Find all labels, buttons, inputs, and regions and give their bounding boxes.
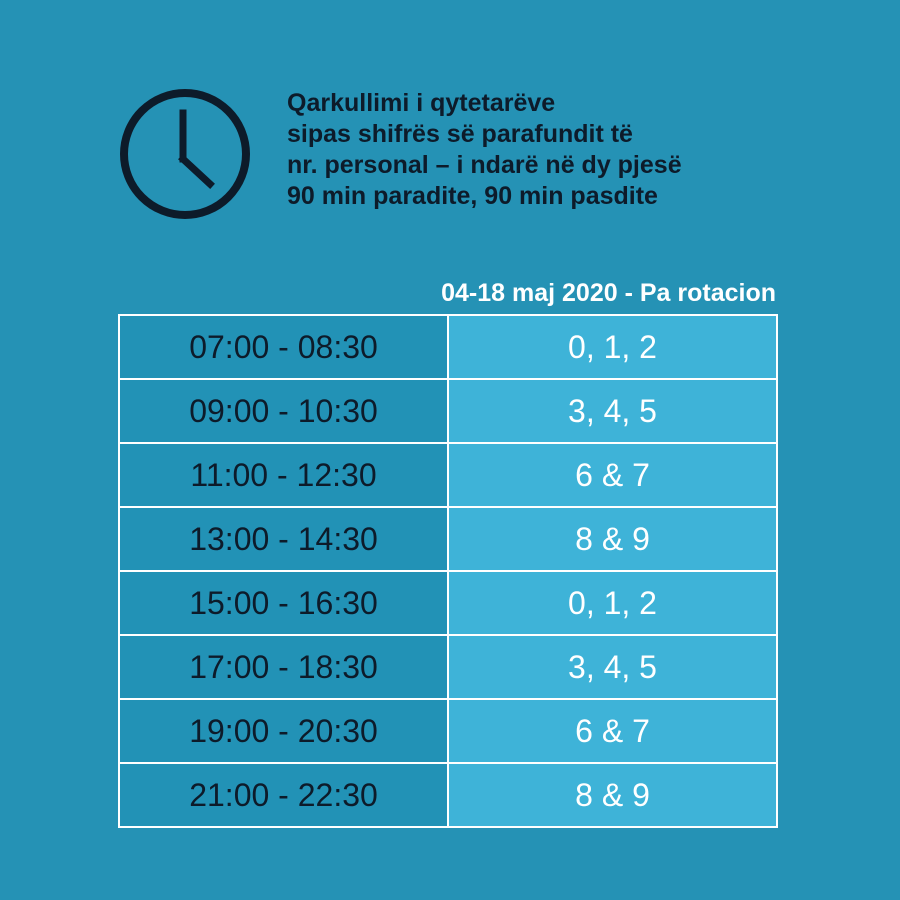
time-slot-cell: 13:00 - 14:30 <box>120 508 449 570</box>
time-slot-cell: 15:00 - 16:30 <box>120 572 449 634</box>
table-row <box>120 700 776 764</box>
digits-cell: 0, 1, 2 <box>449 316 776 378</box>
schedule-table <box>118 314 778 828</box>
digits-cell: 0, 1, 2 <box>449 572 776 634</box>
clock-icon <box>118 87 252 221</box>
header-line-3: nr. personal – i ndarë në dy pjesë <box>287 151 682 179</box>
digits-cell: 6 & 7 <box>449 700 776 762</box>
table-row <box>120 764 776 826</box>
header-line-2: sipas shifrës së parafundit të <box>287 120 633 148</box>
table-row <box>120 636 776 700</box>
table-row <box>120 316 776 380</box>
digits-cell: 8 & 9 <box>449 508 776 570</box>
time-slot-cell: 21:00 - 22:30 <box>120 764 449 826</box>
table-row <box>120 508 776 572</box>
time-slot-cell: 09:00 - 10:30 <box>120 380 449 442</box>
digits-cell: 3, 4, 5 <box>449 636 776 698</box>
time-slot-cell: 07:00 - 08:30 <box>120 316 449 378</box>
time-slot-cell: 19:00 - 20:30 <box>120 700 449 762</box>
table-row <box>120 444 776 508</box>
digits-cell: 8 & 9 <box>449 764 776 826</box>
header-text <box>287 88 807 212</box>
time-slot-cell: 17:00 - 18:30 <box>120 636 449 698</box>
table-caption: 04-18 maj 2020 - Pa rotacion <box>441 279 776 307</box>
digits-cell: 6 & 7 <box>449 444 776 506</box>
header-line-4: 90 min paradite, 90 min pasdite <box>287 182 658 210</box>
time-slot-cell: 11:00 - 12:30 <box>120 444 449 506</box>
digits-cell: 3, 4, 5 <box>449 380 776 442</box>
table-row <box>120 380 776 444</box>
table-row <box>120 572 776 636</box>
header-line-1: Qarkullimi i qytetarëve <box>287 89 556 117</box>
